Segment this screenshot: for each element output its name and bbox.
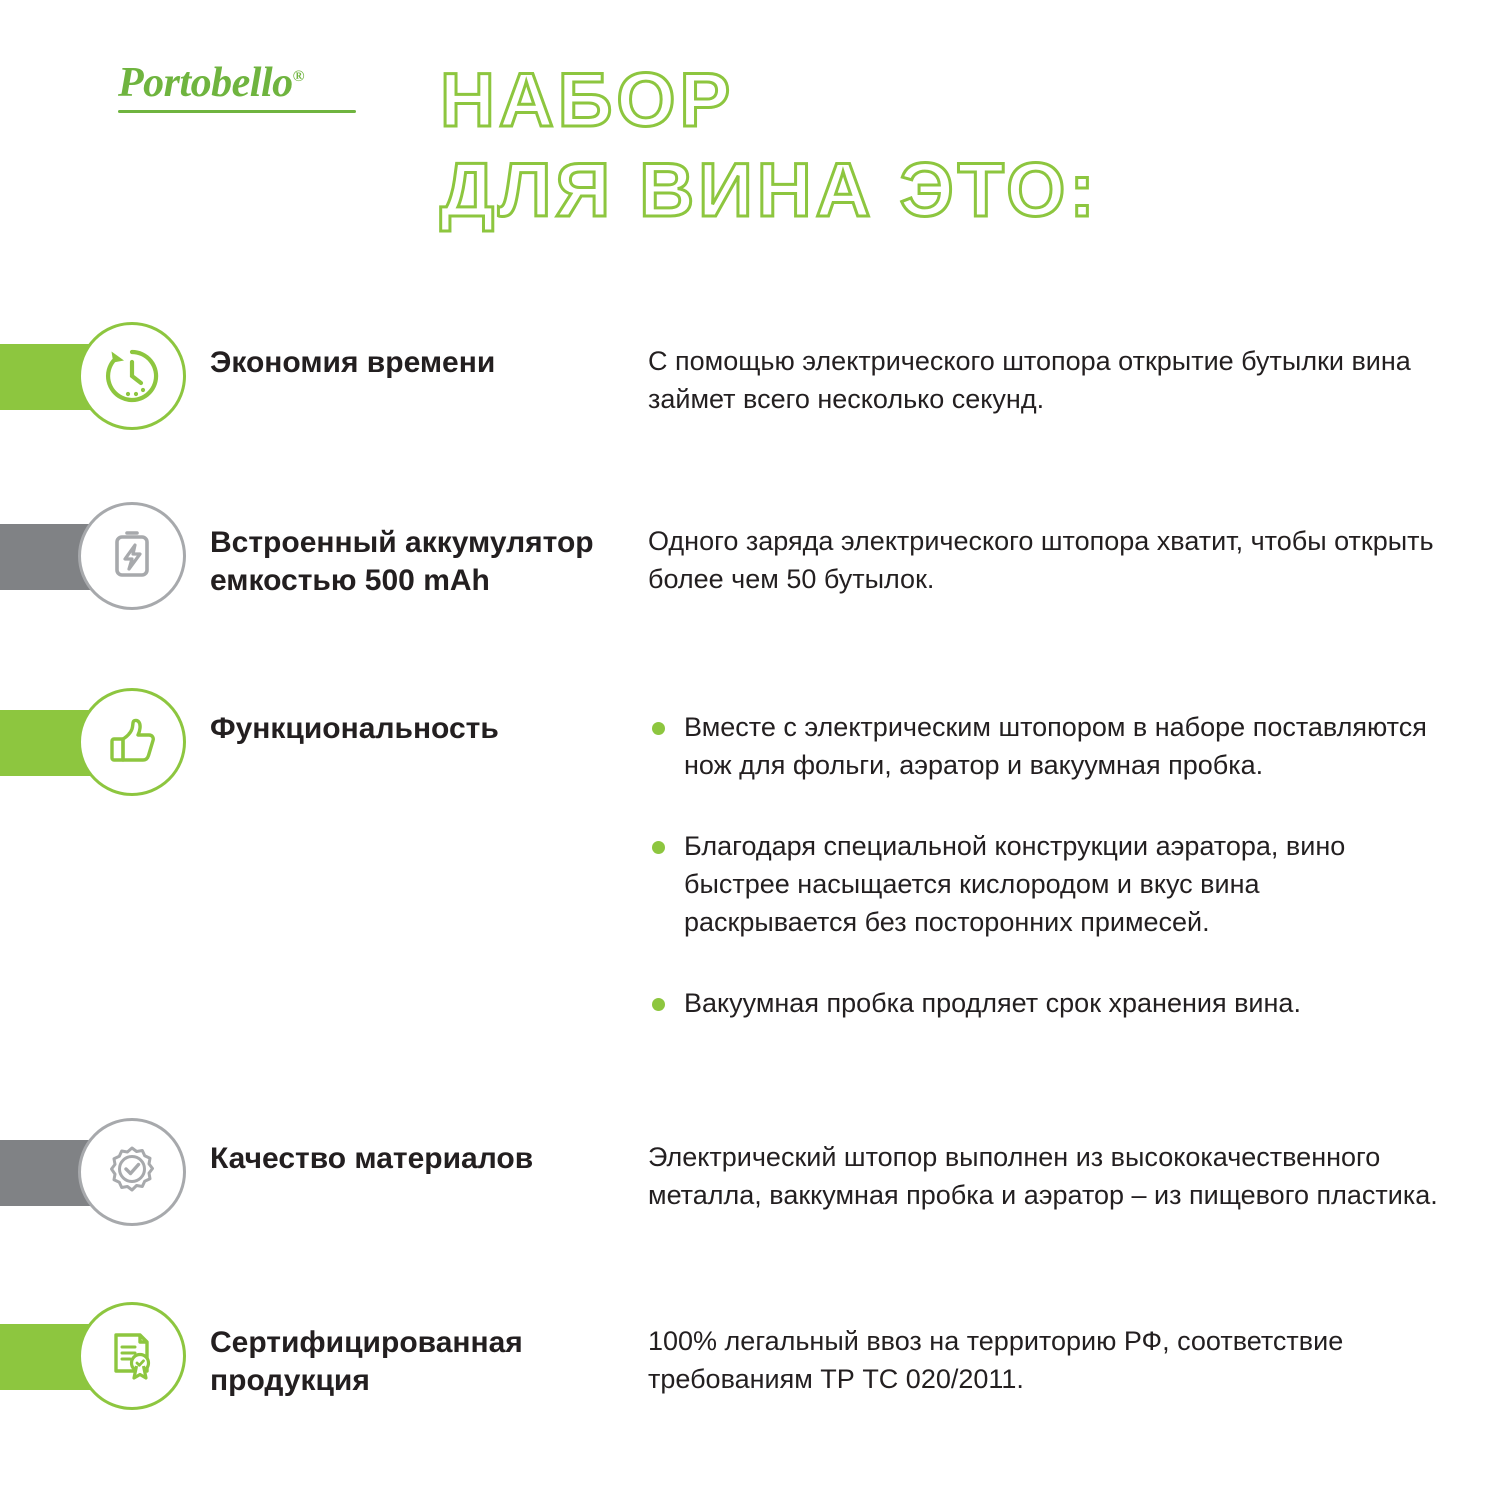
feature-paragraph: С помощью электрического штопора открытие бутылки вина займет всего несколько секунд.: [648, 346, 1411, 415]
feature-row-time-saving: [0, 322, 1500, 432]
feature-list: [0, 322, 1500, 1412]
title-line-1: НАБОР: [440, 58, 735, 143]
feature-body: [648, 1302, 1500, 1399]
feature-row-battery: [0, 502, 1500, 612]
feature-body: [648, 322, 1500, 419]
feature-row-certified: [0, 1302, 1500, 1412]
feature-title: Функциональность: [210, 712, 499, 745]
feature-row-quality: [0, 1118, 1500, 1228]
quality-badge-icon: [78, 1118, 186, 1226]
feature-title: Качество материалов: [210, 1141, 534, 1175]
feature-icon-area: [0, 688, 178, 798]
feature-icon-area: [0, 322, 178, 432]
certificate-icon: [78, 1302, 186, 1410]
list-item: Благодаря специальной конструкции аэратора, вино быстрее насыщается кислородом и вкус вина раскрывается без посторонних примесей.: [648, 827, 1440, 942]
feature-bullet-list: [648, 708, 1440, 1022]
feature-paragraph: 100% легальный ввоз на территорию РФ, соответствие требованиям ТР ТС 020/2011.: [648, 1325, 1344, 1395]
feature-body: [648, 1118, 1500, 1215]
battery-bolt-icon: [78, 502, 186, 610]
thumbs-up-icon: [78, 688, 186, 796]
page-title: [440, 56, 1440, 235]
list-item: Вместе с электрическим штопором в наборе поставляются нож для фольги, аэратор и вакуумная пробка.: [648, 708, 1440, 785]
feature-icon-area: [0, 1118, 178, 1228]
feature-title: Сертифицированная продукция: [210, 1325, 523, 1398]
feature-paragraph: Электрический штопор выполнен из высококачественного металла, ваккумная пробка и аэратор – из пищевого пластика.: [648, 1141, 1438, 1211]
list-item: Вакуумная пробка продляет срок хранения вина.: [648, 984, 1440, 1022]
brand-logo: [118, 62, 378, 113]
feature-icon-area: [0, 1302, 178, 1412]
brand-underline: [118, 110, 356, 113]
header: [0, 0, 1500, 260]
feature-icon-area: [0, 502, 178, 612]
title-line-2: ДЛЯ ВИНА ЭТО:: [440, 147, 1099, 233]
brand-name: [118, 62, 378, 104]
feature-body: [648, 688, 1500, 1022]
feature-row-functionality: [0, 688, 1500, 1022]
registered-mark: ®: [292, 68, 305, 85]
feature-paragraph: Одного заряда электрического штопора хватит, чтобы открыть более чем 50 бутылок.: [648, 526, 1434, 595]
feature-title: Встроенный аккумулятор емкостью 500 mAh: [210, 526, 594, 598]
clock-icon: [78, 322, 186, 430]
brand-name-text: Portobello: [118, 60, 293, 106]
feature-body: [648, 502, 1500, 599]
feature-title: Экономия времени: [210, 346, 496, 379]
